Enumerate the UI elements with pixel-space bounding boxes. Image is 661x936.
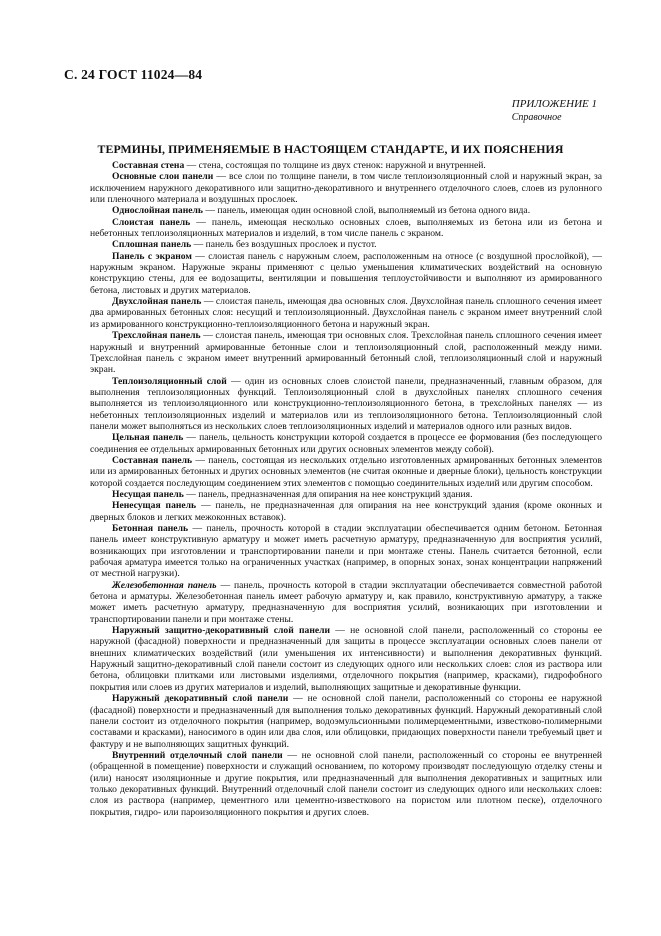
definition-text: — панель, прочность которой в стадии эксплуатации обеспечивается совместной работой бетона и арматуры. Железобетонная панель имеет рабочую арматуру и, как правило, конструктивную арматуру, а также может иметь расчетную арматуру, предназначенную для восприятия усилий, возникающих при изготовлении и транспортировании панели и при монтаже стены.: [90, 579, 603, 625]
appendix-label: ПРИЛОЖЕНИЕ 1: [511, 98, 597, 110]
definition-term: Ненесущая панель: [112, 500, 197, 512]
definition-text: — панель, предназначенная для опирания на нее конструкций здания.: [183, 488, 473, 500]
definition-paragraph: [90, 330, 602, 375]
definition-text: — панель, не предназначенная для опирания на нее конструкций здания (кроме оконных и дверных блоков и легких межоконных вставок).: [90, 500, 602, 523]
definition-term: Трехслойная панель: [112, 330, 201, 342]
definition-paragraph: [90, 750, 602, 818]
definition-paragraph: [90, 171, 602, 205]
definition-term: Внутренний отделочный слой панели: [112, 749, 283, 761]
definition-paragraph: [90, 500, 602, 523]
definition-text: — один из основных слоев слоистой панели, предназначенный, главным образом, для выполнения теплоизоляционных функций. Теплоизоляционный слой в двухслойных панелях сплошного сечения выполняется из теплоизоляционного или конструкционно-теплоизоляционного бетона, в трехслойных панелях — из небетонных теплоизоляционных изделий и материалов или из теплоизоляционного бетона. Теплоизоляционный слой панели может выполняться из нескольких слоев теплоизоляционных изделий и материалов одного или разных видов.: [90, 375, 603, 432]
definition-term: Сплошная панель: [112, 239, 192, 251]
definition-text: — панель, имеющая один основной слой, выполняемый из бетона одного вида.: [202, 205, 531, 217]
section-title: ТЕРМИНЫ, ПРИМЕНЯЕМЫЕ В НАСТОЯЩЕМ СТАНДАРТЕ, И ИХ ПОЯСНЕНИЯ: [97, 142, 564, 156]
definition-text: — слоистая панель с наружным слоем, расположенным на относе (с воздушной прослойкой), — наружным экраном. Наружные экраны применяют с целью уменьшения климатических воздействий на основную конструкцию стены, для ее водозащиты, вентиляции и повышения теплоустойчивости и выполняют из армированного бетона, листовых и других материалов.: [90, 250, 602, 296]
definition-paragraph: [90, 489, 602, 500]
appendix-reference-type: Справочное: [511, 112, 562, 123]
definition-paragraph: [90, 523, 602, 580]
definition-text: — панель, состоящая из нескольких отдельно изготовленных армированных бетонных элементов или из армированных бетонных и других основных элементов (не считая оконные и дверные блоки), цельность конструкции которой создается последующим соединением этих элементов с помощью соединительных изделий или другим способом.: [90, 454, 602, 489]
definitions-body: [90, 160, 602, 818]
definition-paragraph: [90, 455, 602, 489]
definition-text: — панель, прочность которой в стадии эксплуатации обеспечивается одним бетоном. Бетонная панель имеет конструктивную арматуру и может иметь расчетную арматуру, предназначенную для восприятия усилий, возникающих при изготовлении и транспортировании панели и при монтаже стены. Панель считается бетонной, если рабочая арматура имеется только на ограниченных участках (например, в опорных зонах, зонах концентрации напряжений от местной нагрузки).: [90, 523, 603, 580]
definition-term: Двухслойная панель: [112, 296, 202, 308]
definition-term: Бетонная панель: [112, 523, 189, 534]
definition-paragraph: [90, 251, 602, 296]
definition-paragraph: [90, 205, 602, 216]
definition-paragraph: [90, 239, 602, 250]
definition-term: Однослойная панель: [112, 205, 203, 217]
definition-text: — панель, имеющая несколько основных слоев, выполняемых из бетона или из бетона и небетонных теплоизоляционных материалов и изделий, в том числе панель с экраном.: [90, 216, 602, 240]
definition-paragraph: [90, 376, 602, 433]
definition-paragraph: [90, 693, 602, 750]
definition-text: — слоистая панель, имеющая два основных слоя. Двухслойная панель сплошного сечения имеет два армированных бетонных слоя: несущий и теплоизоляционный. Двухслойная панель с экраном имеет внутренний слой из армированного конструкционно-теплоизоляционного бетона и наружный экран.: [90, 296, 602, 330]
definition-paragraph: [90, 160, 602, 171]
definition-term: Составная панель: [112, 454, 193, 466]
definition-term: Основные слои панели: [112, 171, 214, 183]
definition-text: — слоистая панель, имеющая три основных слоя. Трехслойная панель сплошного сечения имеет наружный и внутренний армированные бетонные слои и теплоизоляционный слой, расположенный между ними. Трехслойная панель с экраном имеет внутренний армированный бетонный слой, теплоизоляционный слой и наружный экран.: [90, 330, 602, 376]
definition-text: — панель без воздушных прослоек и пустот.: [191, 239, 377, 251]
definition-term: Наружный декоративный слой панели: [112, 693, 289, 705]
definition-paragraph: [90, 432, 602, 455]
definition-term: Теплоизоляционный слой: [112, 375, 227, 387]
definition-text: — не основной слой панели, расположенный со стороны ее наружной (фасадной) поверхности и предназначенный для выполнения только декоративных функций. Наружный декоративный слой панели состоит из отделочного покрытия (например, водоэмульсионными полимерцементными, известково-полимерными составами и красками), наносимого в один или два слоя, или облицовки, придающих поверхности панели требуемый цвет и фактуру и не выполняющих защитных функций.: [90, 693, 602, 750]
definition-term: Слоистая панель: [112, 216, 191, 228]
definition-paragraph: [90, 580, 602, 625]
definition-term: Цельная панель: [112, 432, 184, 444]
definition-term: Составная стена: [112, 160, 185, 171]
definition-term: Несущая панель: [112, 488, 184, 500]
appendix-label-block: [512, 98, 597, 124]
definition-paragraph: [90, 296, 602, 330]
definition-text: — не основной слой панели, расположенный со стороны ее внутренней (обращенной в помещение) поверхности и служащий основанием, по которому производят последующую отделку стены и (или) наносят изоляционные и другие покрытия, или предназначенный для выполнения декоративных и защитных или только декоративных функций. Внутренний отделочный слой панели состоит из следующих одного или нескольких слоев: слоя из раствора (например, цементного или цементно-известкового на пористом или плотном песке), отделочного покрытия, гидро- или пароизоляционного покрытия и других слоев.: [90, 749, 602, 818]
definition-text: — все слои по толщине панели, в том числе теплоизоляционный слой и наружный экран, за исключением наружного декоративного или защитно-декоративного и внутреннего отделочного слоев, слоев из рулонного или пленочного материала и воздушных прослоек.: [90, 171, 603, 206]
definition-paragraph: [90, 217, 602, 240]
definition-text: — стена, состоящая по толщине из двух стенок: наружной и внутренней.: [184, 160, 486, 171]
definition-term: Железобетонная панель: [112, 579, 217, 591]
definition-text: — панель, цельность конструкции которой создается в процессе ее формования (без последующего соединения ее отдельных армированных бетонных или других основных элементов между собой).: [90, 432, 603, 455]
page-header: С. 24 ГОСТ 11024—84: [64, 67, 203, 82]
definition-text: — не основной слой панели, расположенный со стороны ее наружной (фасадной) поверхности и предназначенный для защиты в процессе эксплуатации основных слоев панели от внешних климатических воздействий (или уменьшения их интенсивности) и выполнения декоративных функций. Наружный защитно-декоративный слой панели состоит из следующих одного или нескольких слоев: слоя из раствора или бетона, облицовки плитками или листовыми изделиями, отделочного покрытия (например, красками), гидрофобного покрытия или слоев из других материалов и изделий, выполняющих защитные и декоративные функции.: [90, 625, 602, 693]
definition-paragraph: [90, 625, 602, 693]
definition-term: Панель с экраном: [112, 250, 192, 262]
definition-term: Наружный защитно-декоративный слой панели: [112, 625, 331, 637]
